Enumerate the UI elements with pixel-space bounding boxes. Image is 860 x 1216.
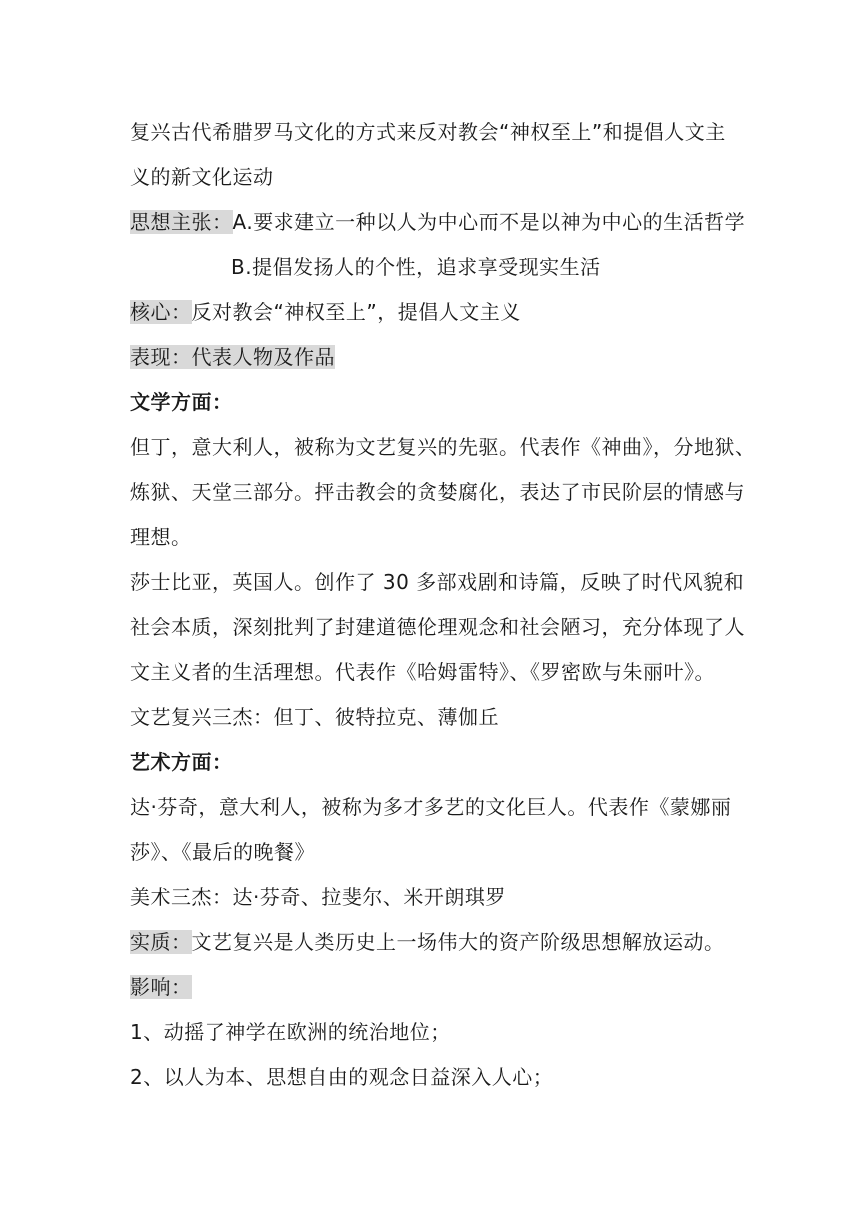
thought-item-b: B.提倡发扬人的个性，追求享受现实生活 <box>231 255 601 279</box>
core-label: 核心： <box>130 300 192 324</box>
expression-row <box>130 335 730 380</box>
essence-row <box>130 920 730 965</box>
intro-line-2: 义的新文化运动 <box>130 165 274 189</box>
influence-item-1: 1、动摇了神学在欧洲的统治地位； <box>130 1020 451 1044</box>
dante-line-2: 炼狱、天堂三部分。抨击教会的贪婪腐化，表达了市民阶层的情感与 <box>130 480 745 504</box>
davinci-line-2: 莎》、《最后的晚餐》 <box>130 840 315 864</box>
influence-item-2: 2、以人为本、思想自由的观念日益深入人心； <box>130 1065 554 1089</box>
art-heading: 艺术方面： <box>130 750 233 774</box>
dante-line-1: 但丁，意大利人，被称为文艺复兴的先驱。代表作《神曲》，分地狱、 <box>130 435 756 459</box>
thought-label: 思想主张： <box>130 210 233 234</box>
document-page <box>130 110 756 1100</box>
thought-row <box>130 200 746 245</box>
core-text: 反对教会“神权至上”，提倡人文主义 <box>191 300 521 324</box>
shakespeare-line-2: 社会本质，深刻批判了封建道德伦理观念和社会陋习，充分体现了人 <box>130 615 745 639</box>
literature-three-masters: 文艺复兴三杰：但丁、彼特拉克、薄伽丘 <box>130 705 499 729</box>
essence-text: 文艺复兴是人类历史上一场伟大的资产阶级思想解放运动。 <box>191 930 725 954</box>
influence-row <box>130 965 730 1010</box>
shakespeare-line-3: 文主义者的生活理想。代表作《哈姆雷特》、《罗密欧与朱丽叶》。 <box>130 660 715 684</box>
intro-line-1: 复兴古代希腊罗马文化的方式来反对教会“神权至上”和提倡人文主 <box>130 120 726 144</box>
essence-label: 实质： <box>130 930 192 954</box>
influence-label: 影响： <box>130 975 192 999</box>
shakespeare-line-1: 莎士比亚，英国人。创作了 30 多部戏剧和诗篇，反映了时代风貌和 <box>130 570 745 594</box>
expression-label: 表现：代表人物及作品 <box>130 345 335 369</box>
art-three-masters: 美术三杰：达·芬奇、拉斐尔、米开朗琪罗 <box>130 885 506 909</box>
dante-line-3: 理想。 <box>130 525 192 549</box>
thought-item-a: A.要求建立一种以人为中心而不是以神为中心的生活哲学 <box>232 210 746 234</box>
davinci-line-1: 达·芬奇，意大利人，被称为多才多艺的文化巨人。代表作《蒙娜丽 <box>130 795 732 819</box>
core-row <box>130 290 730 335</box>
literature-heading: 文学方面： <box>130 390 233 414</box>
